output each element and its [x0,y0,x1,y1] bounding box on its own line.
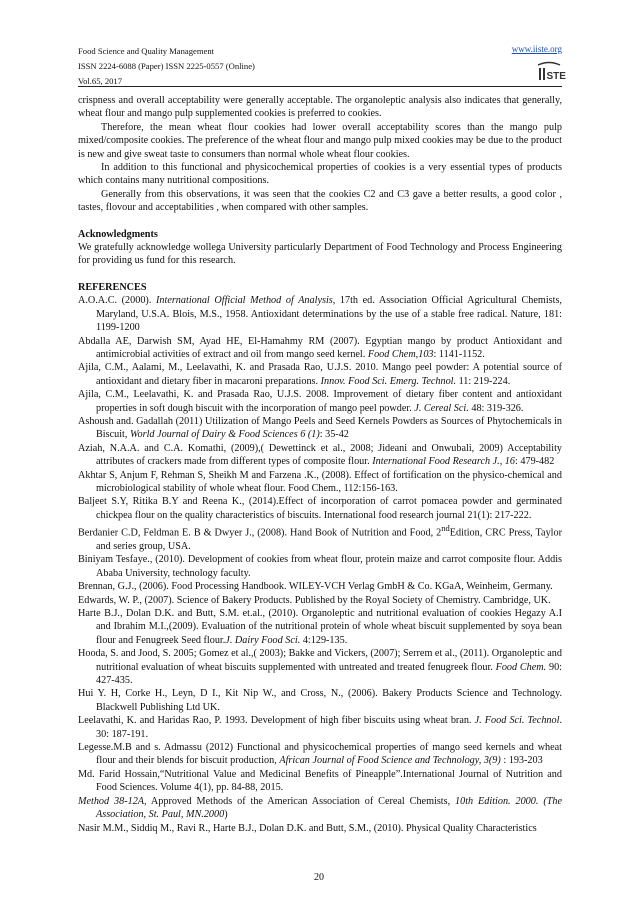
reference-item [78,469,562,496]
reference-pre-text: Baljeet S.Y, Ritika B.Y and Reena K., (2014).Effect of incorporation of carrot pomacea powder and germinated chickpea flour on the quality characteristics of biscuits. International food research journal 21(1): 217-222. [78,496,562,521]
journal-name: Food Science and Quality Management [78,46,215,56]
reference-pre-text: Ashoush and. Gadallah (2011) Utilization of Mango Peels and Seed Kernels Powders as Sources of Phytochemicals in Biscuit, [78,415,562,441]
reference-post-text: Edition, CRC Press, Taylor and series group, USA. [96,527,562,552]
reference-post-text: 11: 219-224. [456,375,511,387]
reference-pre-text: Harte B.J., Dolan D.K. and Butt, S.M. et.al., (2010). Organoleptic and nutritional evaluation of cookies Hegazy A.I and Ibrahim M.I.,(2009). Evaluation of the nutritional protein of whole wheat biscuit supplemented by soya bean flour and Fenugreek Seed flour. [78,608,562,646]
reference-item [78,687,562,714]
acknowledgments-text: We gratefully acknowledge wollega University particularly Department of Food Technology and Process Engineering for providing us fund for this research. [78,242,562,267]
reference-it-text: J. Cereal Sci. [414,402,469,414]
page-number: 20 [314,872,324,883]
reference-item [78,594,562,607]
reference-post-text: . 30: 187-191. [96,715,562,740]
reference-it-text: J. Dairy Food Sci. [225,634,301,646]
reference-item [78,495,562,522]
reference-pre-text: Nasir M.M., Siddiq M., Ravi R., Harte B.J., Dolan D.K. and Butt, S.M., (2010). Physical Quality Characteristics [78,822,537,834]
journal-volume: Vol.65, 2017 [78,76,123,86]
reference-pre-text: Hooda, S. and Jood, S. 2005; Gomez et al.,( 2003); Bakke and Vickers, (2007); Serrem et al., (2011). Organoleptic and nutritional evaluation of wheat biscuits supplemented with untreated and treated fenugreek flour. [78,648,562,673]
reference-pre-text: Legesse.M.B and s. Admassu (2012) Functional and physicochemical properties of mango seed kernels and wheat flour and their blends for biscuit production, [78,742,562,767]
reference-post-text: : 479-482 [515,456,555,468]
reference-pre-text: Brennan, G.J., (2006). Food Processing Handbook. WILEY-VCH Verlag GmbH & Co. KGaA, Weinheim, Germany. [78,581,553,593]
reference-item [78,522,562,553]
reference-post-text: 90: 427-435. [96,661,562,687]
reference-pre-text: A.O.A.C. (2000). [78,295,156,307]
body-paragraph-4: Generally from this observations, it was seen that the cookies C2 and C3 gave a better results, a good color , tastes, flovour and acceptabilities , when compared with other samples. [78,188,562,214]
reference-pre-text: Abdalla AE, Darwish SM, Ayad HE, El-Hamahmy RM (2007). Egyptian mango by product Antioxidant and antimicrobial activities of extract and oil from mango seed kernel. [78,335,562,360]
reference-item [78,647,562,687]
body-paragraph-1: crispness and overall acceptability were generally acceptable. The organoleptic analysis also indicates that generally, wheat flour and mango pulp supplemented cookies is preferred to cookies. [78,95,562,120]
reference-item [78,795,562,822]
header-divider [78,86,562,87]
reference-pre-text: Aziah, N.A.A. and C.A. Komathi, (2009),( Dewettinck et al., 2008; Jideani and Onwubali, 2009) Acceptability attributes of crackers made from different types of composite flour. [78,442,562,468]
reference-pre-text: Akhtar S, Anjum F, Rehman S, Sheikh M and Farzena .K., (2008). Effect of fortification on the physico-chemical and microbiological stability of whole wheat flour. Food Chem., 112:156-163. [78,469,562,494]
journal-info [78,44,255,89]
reference-post2-text: ) [224,809,228,821]
reference-item [78,361,562,388]
reference-it-text: African Journal of Food Science and Technology, 3(9) [279,755,501,767]
reference-item [78,553,562,580]
reference-it-text: World Journal of Dairy & Food Sciences 6 (1) [129,429,320,441]
reference-pre-text: Hui Y. H, Corke H., Leyn, D I., Kit Nip W., and Cross, N., (2006). Bakery Products Science and Technology. Blackwell Publishing Ltd UK. [78,688,562,713]
reference-pre-text: Ajila, C.M., Aalami, M., Leelavathi, K. and Prasada Rao, U.J.S. 2010. Mango peel powder: A potential source of antioxidant and dietary fiber in macaroni preparations. [78,362,562,387]
reference-post-text: : 1141-1152. [433,348,485,360]
reference-item [78,388,562,415]
reference-it-text: International Official Method of Analysis [156,295,333,307]
body-paragraph-2: Therefore, the mean wheat flour cookies had lower overall acceptability scores than the mango pulp mixed/composite cookies. The preference of the wheat flour and mango pulp mixed cookies may be due to the product is new and give sweat taste to consumers than normal whole wheat flour cookies. [78,121,562,160]
reference-item [78,607,562,647]
reference-list [78,294,562,835]
reference-pre-text: Berdanier C.D, Feldman E. B & Dwyer J., (2008). Hand Book of Nutrition and Food, 2 [78,527,442,539]
reference-it-text: Method 38-12A, [78,795,147,807]
reference-pre-text: Ajila, C.M., Leelavathi, K. and Prasada Rao, U.J.S. 2008. Improvement of dietary fiber content and antioxidant properties in soft dough biscuit with the incorporation of mango peel powder. [78,389,562,414]
page-content [78,94,562,835]
reference-post-text: Approved Methods of the American Association of Cereal Chemists, [146,795,456,807]
reference-item [78,714,562,741]
body-paragraph-3: In addition to this functional and physicochemical properties of cookies is a very essential types of products which contains many nutritional compositions. [78,162,562,187]
reference-it-text: Food Chem,103 [367,348,434,360]
reference-item [78,768,562,795]
reference-pre-text: Leelavathi, K. and Haridas Rao, P. 1993. Development of high fiber biscuits using wheat bran. [78,715,475,727]
reference-post-text: : 35-42 [319,429,349,441]
reference-item [78,294,562,334]
reference-it-text: J. Food Sci. Technol [474,715,560,727]
reference-post-text: : 193-203 [500,755,543,767]
iiste-logo-icon [536,61,566,83]
reference-pre-text: Edwards, W. P., (2007). Science of Bakery Products. Published by the Royal Society of Chemistry. Cambridge, UK. [78,594,551,606]
reference-pre-text: Md. Farid Hossain,“Nutritional Value and Medicinal Benefits of Pineapple”.International Journal of Nutrition and Food Sciences. Volume 4(1), pp. 84-88, 2015. [78,768,562,794]
reference-item [78,580,562,593]
reference-post-text: , 17th ed. Association Official Agricultural Chemists, Maryland, U.S.A. Blois, M.S., 1958. Antioxidant determinations by the use of a stable free radical. Nature, 181: 1199-1200 [96,295,562,334]
reference-it-text: International Food Research J., 16 [372,456,515,468]
journal-url-link[interactable]: www.iiste.org [511,44,562,54]
svg-text:STE: STE [546,71,566,82]
reference-post-text: 48: 319-326. [468,402,524,414]
reference-it2-text: 10th Edition. 2000. (The Association, St. Paul, MN.2000 [96,795,562,821]
reference-item [78,415,562,442]
reference-pre-text: Biniyam Tesfaye., (2010). Development of cookies from wheat flour, protein maize and carrot composite flour. Addis Ababa University, technology faculty. [78,554,562,579]
reference-it-text: Food Chem. [495,661,547,673]
page-header [78,44,566,86]
reference-post-text: 4:129-135. [300,634,348,646]
reference-item [78,335,562,362]
reference-it-text: Innov. Food Sci. Emerg. Technol. [320,375,457,387]
reference-item [78,822,562,835]
reference-item [78,741,562,768]
reference-item [78,442,562,469]
acknowledgments-heading: Acknowledgments [78,228,158,240]
references-heading: REFERENCES [78,281,147,293]
reference-sup-text: nd [441,523,450,534]
journal-issn: ISSN 2224-6088 (Paper) ISSN 2225-0557 (Online) [78,61,255,71]
